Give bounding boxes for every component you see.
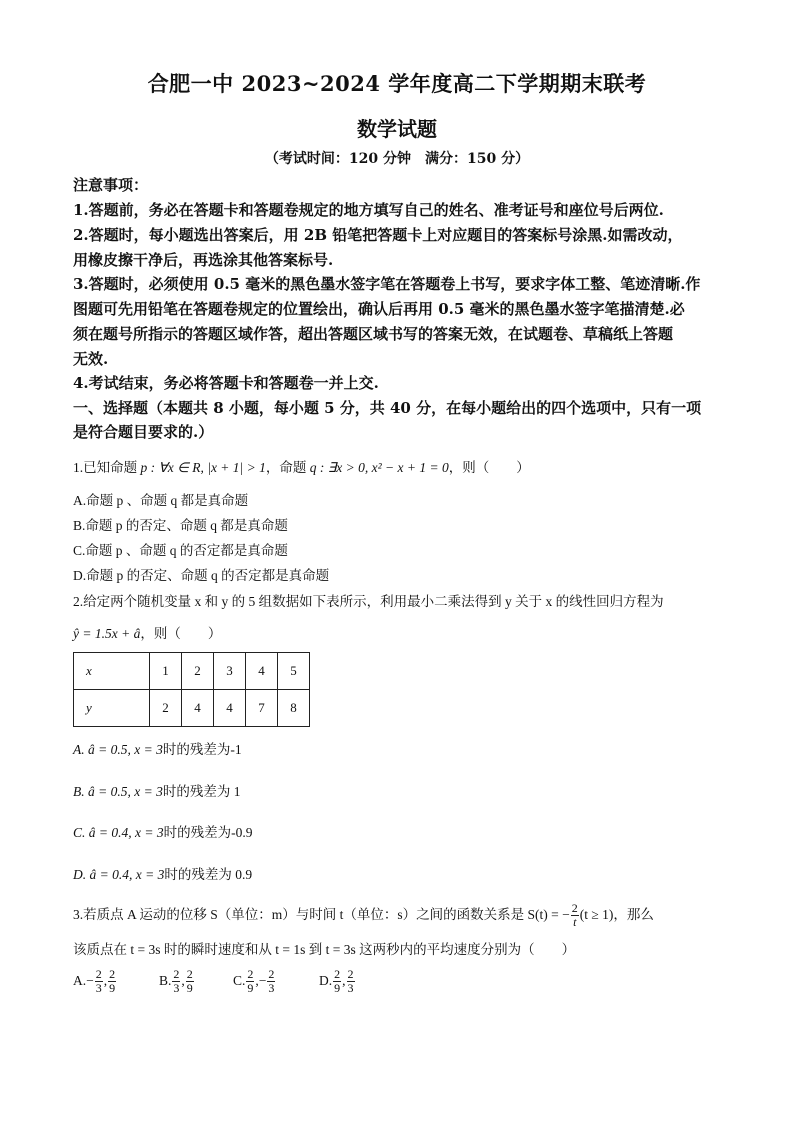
note-line: 用橡皮擦干净后，再选涂其他答案标号.: [73, 251, 334, 269]
fraction: [246, 968, 254, 995]
fraction-numerator: 2: [95, 967, 102, 982]
table-row: [74, 690, 310, 727]
table-cell: 2: [150, 690, 182, 727]
separator: ,: [181, 973, 185, 988]
q1-proposition-p: p : ∀x ∈ R, |x + 1| > 1: [137, 460, 266, 475]
question-3-stem: [73, 902, 733, 929]
q1-option-c: C.命题 p 、命题 q 的否定都是真命题: [73, 543, 288, 558]
note-line: 无效.: [73, 350, 109, 368]
q2-option-c-math: C. â = 0.4, x = 3: [73, 825, 164, 840]
q3-text: 3.若质点 A 运动的位移 S（单位：m）与时间 t（单位：s）之间的函数关系是 S(t) = −: [73, 907, 570, 922]
question-2-stem-cont: [73, 622, 733, 642]
fraction-denominator: 9: [109, 981, 116, 996]
data-table: [73, 652, 310, 727]
question-1-stem: [73, 456, 733, 476]
fraction: [347, 968, 355, 995]
table-cell: 1: [150, 653, 182, 690]
question-2-stem: 2.给定两个随机变量 x 和 y 的 5 组数据如下表所示，利用最小二乘法得到 y 关于 x 的线性回归方程为: [73, 594, 664, 609]
table-cell: 8: [278, 690, 310, 727]
q3-text: (t ≥ 1)，那么: [579, 907, 654, 922]
fraction-denominator: t: [573, 915, 577, 930]
subject-title: 数学试题: [357, 117, 437, 141]
note-line: 须在题号所指示的答题区域作答，超出答题区域书写的答案无效，在试题卷、草稿纸上答题: [73, 325, 674, 343]
fraction-denominator: 3: [347, 981, 354, 996]
q3-option-b: [159, 968, 233, 995]
note-line: 2.答题时，每小题选出答案后，用 2B 铅笔把答题卡上对应题目的答案标号涂黑.如需改动，: [73, 226, 683, 244]
q2-option-b: [73, 780, 733, 800]
row-label-y: y: [74, 690, 150, 727]
q2-option-a-text: 时的残差为-1: [162, 742, 242, 757]
separator: ,: [342, 973, 346, 988]
fraction-denominator: 9: [334, 981, 341, 996]
fraction-numerator: 2: [186, 967, 193, 982]
minus-sign: −: [86, 973, 94, 988]
q3-options: [73, 968, 733, 995]
fraction: [333, 968, 341, 995]
fraction: [108, 968, 116, 995]
fraction-numerator: 2: [247, 967, 254, 982]
q1-option-b: B.命题 p 的否定、命题 q 都是真命题: [73, 518, 288, 533]
minus-sign: −: [258, 973, 267, 988]
fraction-denominator: 3: [268, 981, 275, 996]
note-line: 3.答题时，必须使用 0.5 毫米的黑色墨水签字笔在答题卷上书写，要求字体工整、笔迹清晰.作: [73, 275, 701, 293]
q2-option-d-text: 时的残差为 0.9: [164, 867, 253, 882]
q3-option-d: [319, 968, 399, 995]
fraction-numerator: 2: [347, 967, 354, 982]
exam-info: （考试时间：120 分钟 满分：150 分）: [264, 151, 530, 167]
q3-option-a: [73, 968, 159, 995]
fraction-denominator: 3: [173, 981, 180, 996]
fraction: [172, 968, 180, 995]
q1-option-a: A.命题 p 、命题 q 都是真命题: [73, 493, 249, 508]
fraction-numerator: 2: [334, 967, 341, 982]
q1-text: ，则（ ）: [448, 460, 530, 475]
fraction-numerator: 2: [173, 967, 180, 982]
fraction: [571, 902, 579, 929]
option-label: A.: [73, 973, 87, 988]
note-line: 1.答题前，务必在答题卡和答题卷规定的地方填写自己的姓名、准考证号和座位号后两位.: [73, 201, 664, 219]
q1-proposition-q: q : ∃x > 0, x² − x + 1 = 0: [306, 460, 449, 475]
note-line: 4.考试结束，务必将答题卡和答题卷一并上交.: [73, 374, 379, 392]
fraction-denominator: 3: [95, 981, 102, 996]
option-label: B.: [159, 973, 172, 988]
note-line: 图题可先用铅笔在答题卷规定的位置绘出，确认后再用 0.5 毫米的黑色墨水签字笔描清楚.必: [73, 300, 685, 318]
q1-text: 1.已知命题: [73, 460, 138, 475]
q2-option-d-math: D. â = 0.4, x = 3: [73, 867, 165, 882]
q2-option-c-text: 时的残差为-0.9: [163, 825, 253, 840]
q2-text: ，则（ ）: [140, 626, 222, 641]
fraction-numerator: 2: [571, 901, 578, 916]
q2-option-d: [73, 863, 733, 883]
fraction-numerator: 2: [268, 967, 275, 982]
table-cell: 4: [182, 690, 214, 727]
fraction-denominator: 9: [247, 981, 254, 996]
exam-title: 合肥一中 2023~2024 学年度高二下学期期末联考: [147, 71, 647, 96]
table-cell: 5: [278, 653, 310, 690]
section-heading-cont: 是符合题目要求的.）: [73, 423, 214, 441]
q2-option-b-text: 时的残差为 1: [162, 784, 241, 799]
regression-equation: ŷ = 1.5x + â: [73, 626, 141, 641]
fraction: [267, 968, 275, 995]
q1-text: ，命题: [265, 460, 307, 475]
notes-heading: 注意事项：: [73, 176, 149, 194]
fraction-denominator: 9: [186, 981, 193, 996]
q2-option-a: [73, 738, 733, 758]
separator: ,: [255, 973, 259, 988]
q1-option-d: D.命题 p 的否定、命题 q 的否定都是真命题: [73, 568, 330, 583]
q2-option-c: [73, 821, 733, 841]
question-3-stem-cont: 该质点在 t = 3s 时的瞬时速度和从 t = 1s 到 t = 3s 这两秒内的平均速度分别为（ ）: [73, 942, 576, 957]
fraction: [186, 968, 194, 995]
fraction: [95, 968, 103, 995]
q2-option-a-math: A. â = 0.5, x = 3: [73, 742, 163, 757]
option-label: C.: [233, 973, 246, 988]
option-label: D.: [319, 973, 333, 988]
table-cell: 7: [246, 690, 278, 727]
table-row: [74, 653, 310, 690]
table-cell: 3: [214, 653, 246, 690]
table-cell: 4: [214, 690, 246, 727]
separator: ,: [103, 973, 108, 988]
row-label-x: x: [74, 653, 150, 690]
q3-option-c: [233, 968, 319, 995]
q2-option-b-math: B. â = 0.5, x = 3: [73, 784, 163, 799]
table-cell: 4: [246, 653, 278, 690]
table-cell: 2: [182, 653, 214, 690]
section-heading: 一、选择题（本题共 8 小题，每小题 5 分，共 40 分，在每小题给出的四个选项中，只有一项: [73, 399, 702, 417]
fraction-numerator: 2: [109, 967, 116, 982]
